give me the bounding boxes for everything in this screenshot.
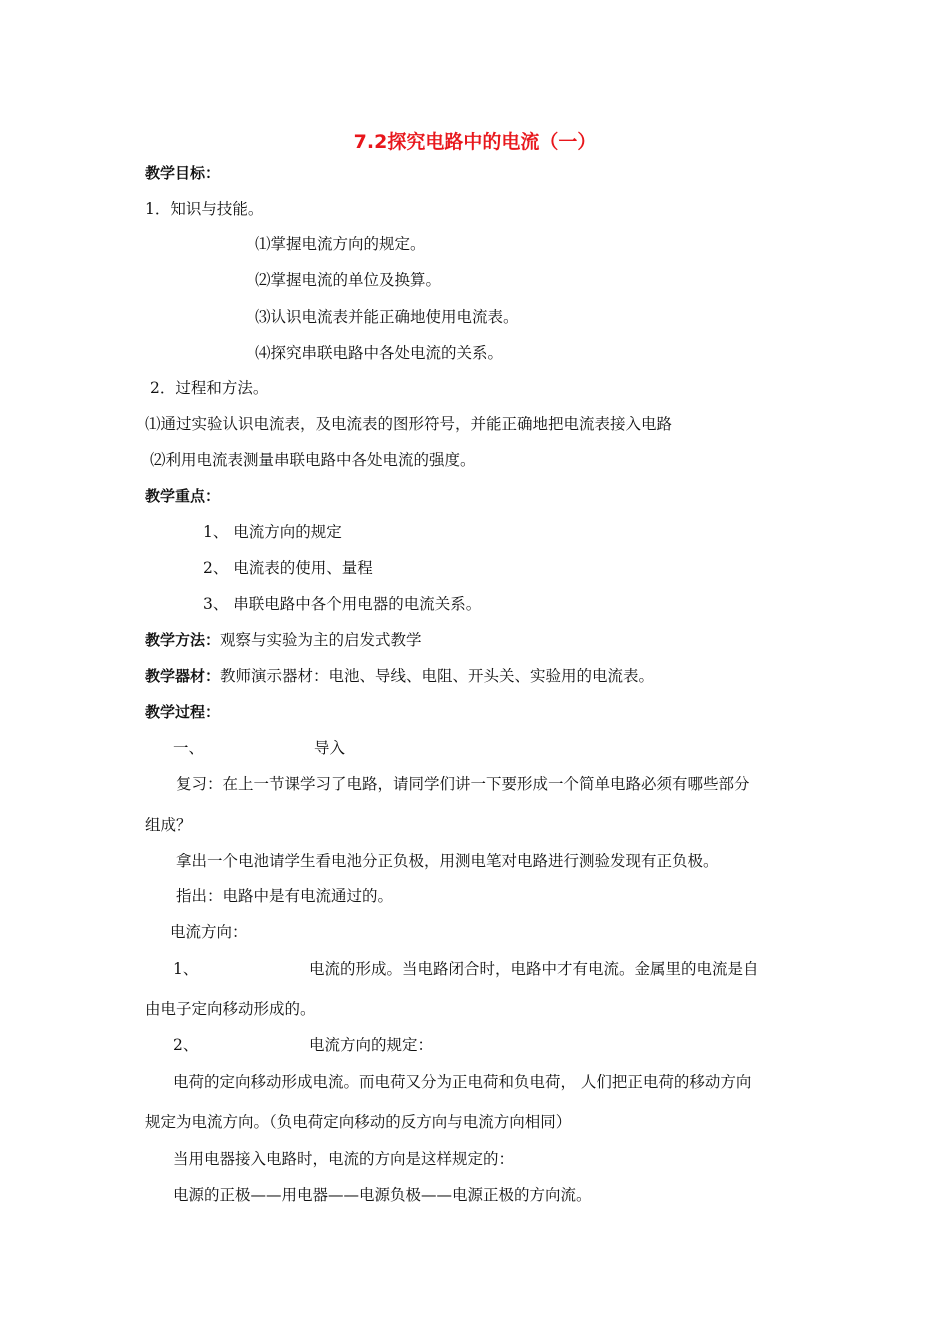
item-1-number: 1、 <box>173 960 199 978</box>
teaching-method-label: 教学方法： <box>145 631 221 649</box>
point-out-paragraph: 指出：电路中是有电流通过的。 <box>176 887 394 905</box>
teaching-method-text: 观察与实验为主的启发式教学 <box>220 631 422 649</box>
item-1-text: 电流的形成。当电路闭合时，电路中才有电流。金属里的电流是自 <box>309 960 759 978</box>
appliance-paragraph: 当用电器接入电路时，电流的方向是这样规定的： <box>173 1150 515 1168</box>
objective-1-4: ⑷探究串联电路中各处电流的关系。 <box>255 344 504 362</box>
key-point-2: 2、 电流表的使用、量程 <box>203 559 373 577</box>
objective-1-1: ⑴掌握电流方向的规定。 <box>255 235 426 253</box>
objective-1-3: ⑶认识电流表并能正确地使用电流表。 <box>255 308 519 326</box>
key-point-3: 3、 串联电路中各个用电器的电流关系。 <box>203 595 482 613</box>
teaching-process-heading: 教学过程： <box>145 703 221 721</box>
charge-paragraph-line-2: 规定为电流方向。（负电荷定向移动的反方向与电流方向相同） <box>145 1113 572 1131</box>
key-point-1: 1、 电流方向的规定 <box>203 523 342 541</box>
objective-2-2: ⑵利用电流表测量串联电路中各处电流的强度。 <box>150 451 476 469</box>
objective-2: 2．过程和方法。 <box>150 379 269 397</box>
item-2-number: 2、 <box>173 1036 199 1054</box>
teaching-equipment-text: 教师演示器材：电池、导线、电阻、开头关、实验用的电流表。 <box>220 667 655 685</box>
battery-paragraph: 拿出一个电池请学生看电池分正负极，用测电笔对电路进行测验发现有正负极。 <box>176 852 719 870</box>
item-1-continuation: 由电子定向移动形成的。 <box>145 1000 316 1018</box>
flow-paragraph: 电源的正极——用电器——电源负极——电源正极的方向流。 <box>173 1186 592 1204</box>
item-2-text: 电流方向的规定： <box>309 1036 434 1054</box>
charge-paragraph-line-1: 电荷的定向移动形成电流。而电荷又分为正电荷和负电荷， 人们把正电荷的移动方向 <box>173 1073 752 1091</box>
section-1-number: 一、 <box>173 739 205 757</box>
objective-1: 1．知识与技能。 <box>145 200 264 218</box>
review-paragraph-line-1: 复习：在上一节课学习了电路，请同学们讲一下要形成一个简单电路必须有哪些部分 <box>176 775 750 793</box>
current-direction-heading: 电流方向： <box>170 923 248 941</box>
page-title: 7.2探究电路中的电流（一） <box>353 131 597 153</box>
key-points-heading: 教学重点： <box>145 487 221 505</box>
teaching-equipment-label: 教学器材： <box>145 667 221 685</box>
objectives-heading: 教学目标： <box>145 164 221 182</box>
teaching-method <box>145 630 422 650</box>
section-1-title: 导入 <box>314 739 346 757</box>
objective-2-1: ⑴通过实验认识电流表，及电流表的图形符号，并能正确地把电流表接入电路 <box>145 415 673 433</box>
review-paragraph-line-2: 组成？ <box>145 816 192 834</box>
teaching-equipment <box>145 666 654 686</box>
objective-1-2: ⑵掌握电流的单位及换算。 <box>255 271 442 289</box>
